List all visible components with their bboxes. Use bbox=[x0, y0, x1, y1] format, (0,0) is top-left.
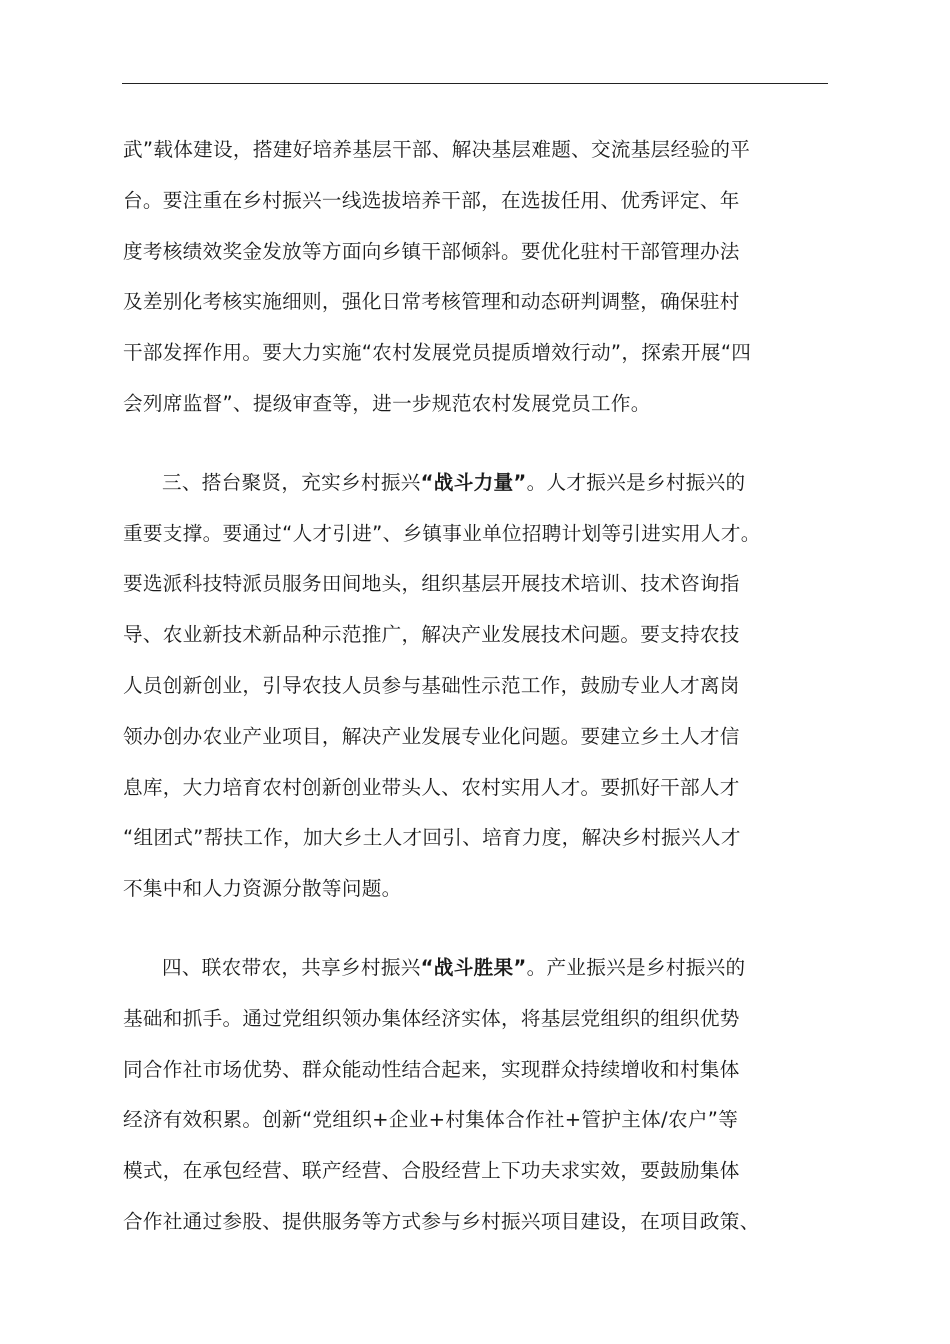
text-run: 干部发挥作用。要大力实施“农村发展党员提质增效行动”，探索开展“四 bbox=[123, 341, 752, 365]
text-line bbox=[123, 461, 833, 512]
text-line bbox=[123, 562, 833, 613]
paragraph bbox=[123, 946, 833, 1251]
text-run: 基础和抓手。通过党组织领办集体经济实体，将基层党组织的组织优势 bbox=[123, 1006, 740, 1030]
bold-text-run: “战斗力量” bbox=[420, 470, 527, 494]
text-line bbox=[123, 715, 833, 766]
text-run: 及差别化考核实施细则，强化日常考核管理和动态研判调整，确保驻村 bbox=[123, 290, 740, 314]
text-run: 武”载体建设，搭建好培养基层干部、解决基层难题、交流基层经验的平 bbox=[123, 138, 751, 161]
text-line bbox=[123, 179, 833, 230]
text-line bbox=[123, 128, 833, 179]
header-rule bbox=[122, 83, 828, 84]
text-run: 同合作社市场优势、群众能动性结合起来，实现群众持续增收和村集体 bbox=[123, 1057, 740, 1081]
text-line bbox=[123, 997, 833, 1048]
text-line bbox=[123, 816, 833, 867]
text-run: 。产业振兴是乡村振兴的 bbox=[526, 955, 746, 979]
text-run: 四、联农带农，共享乡村振兴 bbox=[162, 955, 421, 979]
text-line bbox=[123, 230, 833, 281]
bold-text-run: “战斗胜果” bbox=[420, 955, 527, 979]
text-run: 人员创新创业，引导农技人员参与基础性示范工作，鼓励专业人才离岗 bbox=[123, 673, 740, 697]
text-run: 重要支撑。要通过“人才引进”、乡镇事业单位招聘计划等引进实用人才。 bbox=[123, 521, 761, 545]
text-run: 三、搭台聚贤，充实乡村振兴 bbox=[162, 470, 421, 494]
text-run: 度考核绩效奖金发放等方面向乡镇干部倾斜。要优化驻村干部管理办法 bbox=[123, 239, 740, 263]
text-run: 台。要注重在乡村振兴一线选拔培养干部，在选拔任用、优秀评定、年 bbox=[123, 188, 740, 212]
paragraph bbox=[123, 128, 833, 433]
text-line bbox=[123, 766, 833, 817]
text-run: 息库，大力培育农村创新创业带头人、农村实用人才。要抓好干部人才 bbox=[123, 775, 740, 799]
document-body bbox=[123, 128, 833, 1251]
text-run: 不集中和人力资源分散等问题。 bbox=[123, 877, 402, 901]
text-run: 合作社通过参股、提供服务等方式参与乡村振兴项目建设，在项目政策、 bbox=[123, 1209, 760, 1233]
text-run: 导、农业新技术新品种示范推广，解决产业发展技术问题。要支持农技 bbox=[123, 623, 740, 647]
text-line bbox=[123, 613, 833, 664]
paragraph bbox=[123, 461, 833, 918]
text-line bbox=[123, 331, 833, 382]
text-run: 要选派科技特派员服务田间地头，组织基层开展技术培训、技术咨询指 bbox=[123, 572, 740, 596]
text-line bbox=[123, 664, 833, 715]
text-line bbox=[123, 867, 833, 918]
text-run: “组团式”帮扶工作，加大乡土人才回引、培育力度，解决乡村振兴人才 bbox=[123, 826, 741, 850]
text-line bbox=[123, 1048, 833, 1099]
text-run: 会列席监督”、提级审查等，进一步规范农村发展党员工作。 bbox=[123, 391, 651, 415]
text-run: 经济有效积累。创新“党组织+企业+村集体合作社+管护主体/农户”等 bbox=[123, 1108, 739, 1132]
text-run: 领办创办农业产业项目，解决产业发展专业化问题。要建立乡土人才信 bbox=[123, 724, 740, 748]
text-line bbox=[123, 1098, 833, 1149]
text-run: 。人才振兴是乡村振兴的 bbox=[526, 470, 746, 494]
text-line bbox=[123, 280, 833, 331]
text-line bbox=[123, 1149, 833, 1200]
text-line bbox=[123, 512, 833, 563]
text-line bbox=[123, 382, 833, 433]
text-run: 模式，在承包经营、联产经营、合股经营上下功夫求实效，要鼓励集体 bbox=[123, 1159, 740, 1183]
text-line bbox=[123, 946, 833, 997]
text-line bbox=[123, 1200, 833, 1251]
